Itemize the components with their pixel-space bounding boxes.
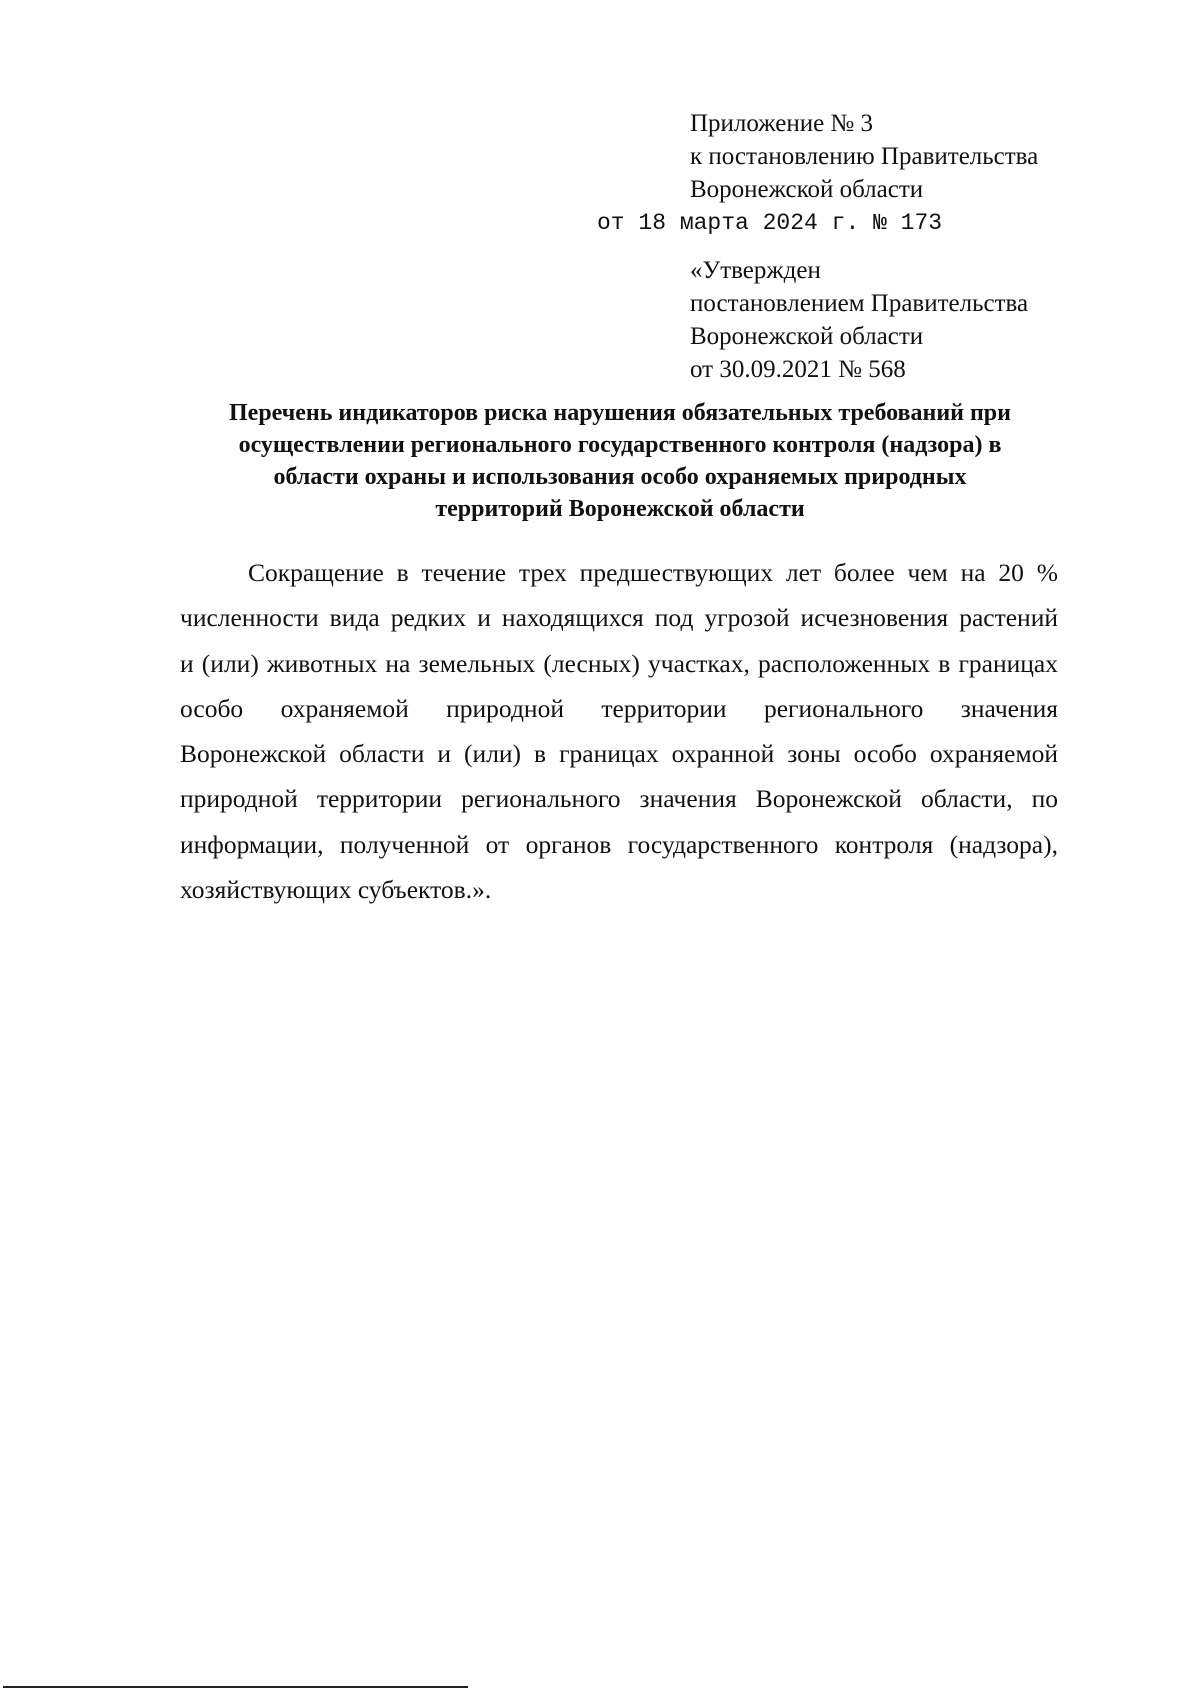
scan-edge-line (3, 1686, 468, 1688)
title-line: Перечень индикаторов риска нарушения обязательных требований при (229, 400, 1011, 426)
body-paragraph (180, 550, 1058, 912)
approval-line: Воронежской области (690, 323, 924, 350)
body-line: информации, полученной от органов государственного контроля (надзора), (180, 829, 1058, 859)
title-line: области охраны и использования особо охраняемых природных (273, 464, 967, 490)
body-line: Сокращение в течение трех предшествующих лет более чем на 20 % (248, 558, 1058, 587)
body-line: численности вида редких и находящихся под угрозой исчезновения растений (180, 603, 1058, 633)
body-line: и (или) животных на земельных (лесных) участках, расположенных в границах (180, 648, 1058, 678)
approval-line: «Утвержден (690, 257, 821, 284)
title-line: осуществлении регионального государственного контроля (надзора) в (238, 432, 1002, 458)
approval-line: постановлением Правительства (690, 290, 1029, 317)
appendix-line: Воронежской области (690, 176, 924, 203)
title-line: территорий Воронежской области (435, 496, 805, 522)
document-title (150, 397, 1090, 525)
appendix-line: к постановлению Правительства (690, 143, 1039, 170)
approval-header (690, 254, 1028, 386)
appendix-header (690, 107, 1038, 206)
document-date-number: от 18 марта 2024 г. № 173 (597, 210, 943, 236)
body-line: Воронежской области и (или) в границах охранной зоны особо охраняемой (180, 739, 1058, 769)
appendix-line: Приложение № 3 (690, 110, 874, 137)
body-line: особо охраняемой природной территории регионального значения (180, 693, 1058, 723)
body-line: хозяйствующих субъектов.». (180, 875, 492, 905)
approval-line: от 30.09.2021 № 568 (690, 356, 906, 383)
body-line: природной территории регионального значения Воронежской области, по (180, 784, 1058, 814)
